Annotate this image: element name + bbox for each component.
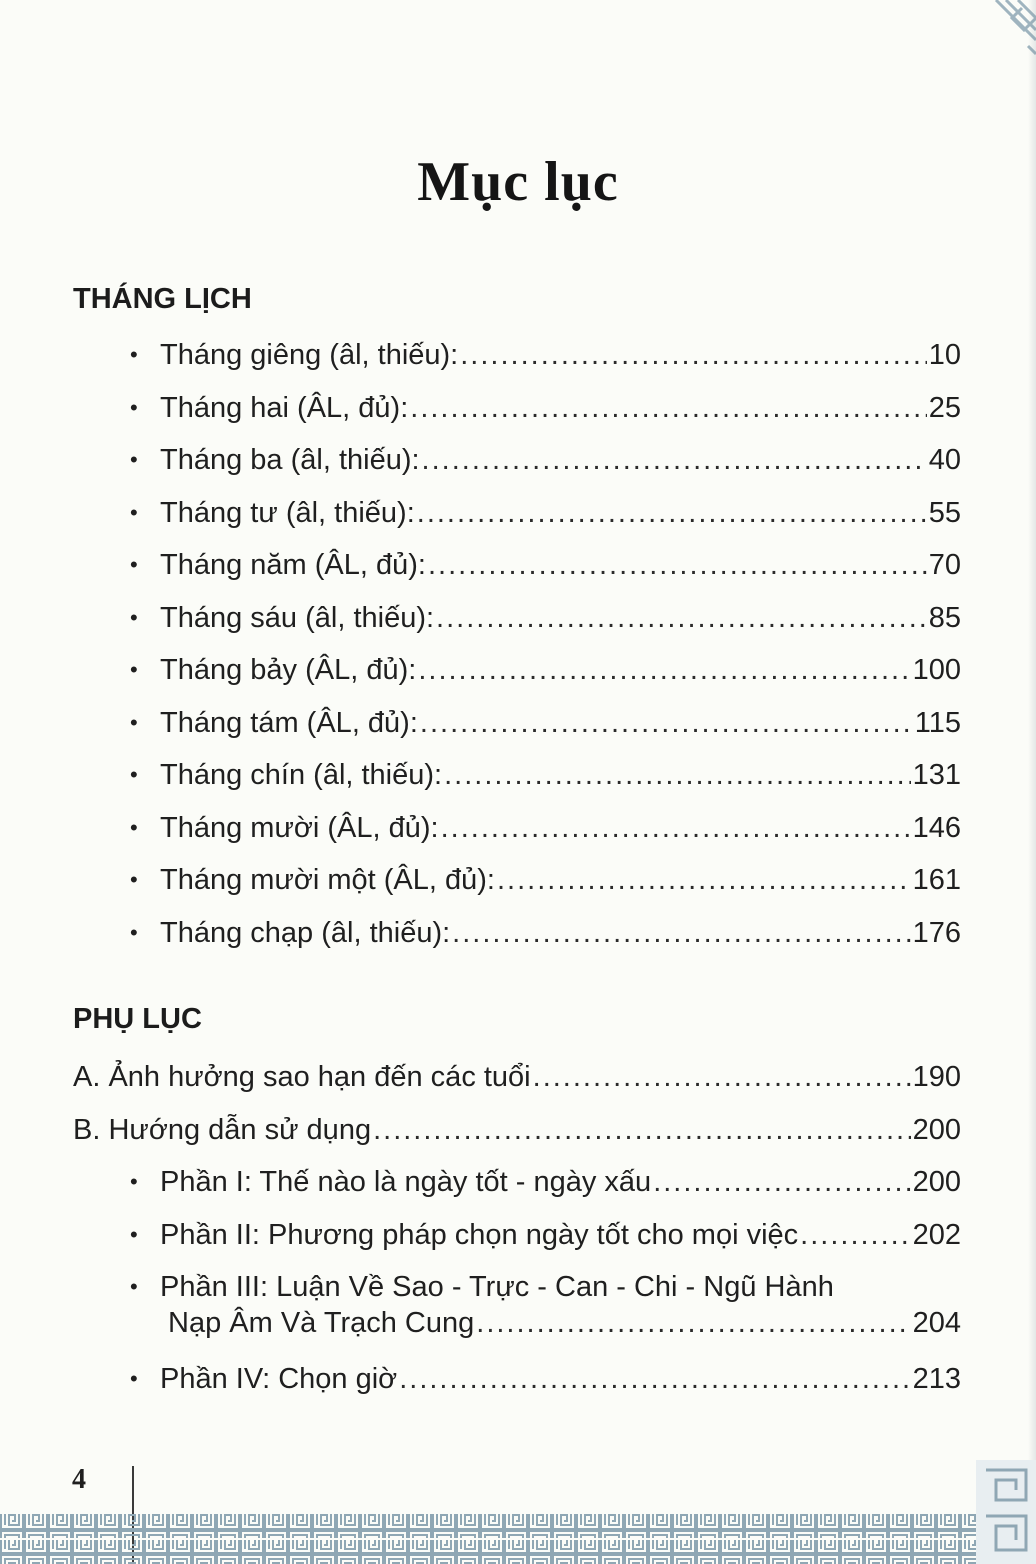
dot-leader [441,808,911,848]
toc-entry-label-line1: Phần III: Luận Về Sao - Trực - Can - Chi - Ngũ Hành [160,1271,834,1303]
toc-entry-page: 55 [928,496,961,529]
toc-entry[interactable] [0,1057,1036,1110]
corner-ornament [966,0,1036,80]
toc-entry[interactable] [0,493,1036,546]
dot-leader [428,545,927,585]
toc-entry-label-line2: Nạp Âm Và Trạch Cung [168,1307,475,1339]
toc-entry[interactable] [0,598,1036,651]
bullet-icon: • [130,709,138,735]
toc-entry-page: 176 [912,916,961,949]
toc-entry-page: 213 [912,1363,961,1395]
toc-entry-label: B. Hướng dẫn sử dụng [73,1113,372,1146]
dot-leader [476,1303,910,1343]
toc-entry[interactable] [0,1359,1036,1412]
toc-entry-page: 204 [912,1307,961,1339]
toc-entry-label: Tháng năm (ÂL, đủ): [160,549,426,581]
dot-leader [399,1359,910,1399]
toc-entry-page: 115 [914,706,961,739]
toc-entry-label: Tháng chín (âl, thiếu): [160,759,443,791]
toc-entry-page: 100 [912,654,961,686]
toc-entry-label: Phần I: Thế nào là ngày tốt - ngày xấu [160,1166,652,1198]
toc-entry-label: Phần II: Phương pháp chọn ngày tốt cho mọi việc [160,1218,799,1251]
bullet-icon: • [130,499,138,525]
bullet-icon: • [130,394,138,420]
toc-entry-label: Phần IV: Chọn giờ [160,1363,398,1395]
dot-leader [800,1215,910,1255]
dot-leader [422,440,927,480]
bullet-icon: • [130,1274,138,1299]
page-title: Mục lục [417,151,619,213]
toc-entry-label: Tháng giêng (âl, thiếu): [160,339,459,371]
toc-entry[interactable] [0,1267,1036,1359]
toc-entry-page: 40 [928,444,961,476]
toc-entry[interactable] [0,335,1036,388]
toc-list-thang-lich [0,335,1036,965]
dot-leader [444,755,911,795]
toc-entry[interactable] [0,388,1036,441]
toc-entry-label: A. Ảnh hưởng sao hạn đến các tuổi [73,1061,531,1093]
footer-page-number: 4 [72,1464,86,1495]
dot-leader [533,1057,911,1097]
toc-entry-page: 200 [912,1113,961,1146]
toc-entry[interactable] [0,1162,1036,1215]
bullet-icon: • [130,552,138,577]
toc-entry-page: 202 [912,1218,961,1251]
bullet-icon: • [130,604,138,630]
toc-entry-label: Tháng tám (ÂL, đủ): [160,706,418,739]
section-heading-thang-lich: THÁNG LỊCH [73,283,252,315]
toc-entry-label: Tháng tư (âl, thiếu): [160,496,415,529]
dot-leader [436,598,927,638]
toc-entry[interactable] [0,808,1036,861]
toc-entry-label: Tháng bảy (ÂL, đủ): [160,654,417,686]
toc-entry[interactable] [0,860,1036,913]
bullet-icon: • [130,867,138,892]
bullet-icon: • [130,342,138,367]
dot-leader [420,703,913,743]
toc-entry[interactable] [0,913,1036,966]
bullet-icon: • [130,1169,138,1194]
section-heading-phu-luc: PHỤ LỤC [73,1003,202,1035]
toc-entry-page: 190 [912,1061,961,1093]
toc-entry-page: 10 [928,339,961,371]
dot-leader [417,493,927,533]
toc-entry[interactable] [0,440,1036,493]
toc-entry[interactable] [0,755,1036,808]
toc-entry[interactable] [0,1110,1036,1163]
toc-entry-label: Tháng mười (ÂL, đủ): [160,811,439,844]
dot-leader [452,913,910,953]
toc-entry-label: Tháng sáu (âl, thiếu): [160,601,435,634]
bullet-icon: • [130,762,138,787]
toc-entry-page: 85 [928,601,961,634]
greek-key-border [0,1506,1036,1564]
toc-entry-label: Tháng chạp (âl, thiếu): [160,916,451,949]
dot-leader [460,335,926,375]
dot-leader [653,1162,910,1202]
dot-leader [373,1110,911,1150]
dot-leader [410,388,926,428]
bullet-icon: • [130,447,138,472]
bullet-icon: • [130,1366,138,1391]
toc-entry[interactable] [0,1215,1036,1268]
toc-entry-page: 25 [928,391,961,424]
bullet-icon: • [130,657,138,682]
bullet-icon: • [130,919,138,945]
corner-key-ornament [976,1460,1036,1564]
bullet-icon: • [130,1221,138,1247]
toc-entry-page: 131 [912,759,961,791]
toc-entry-page: 200 [912,1166,961,1198]
toc-entry-label: Tháng ba (âl, thiếu): [160,444,420,476]
toc-entry-page: 161 [912,864,961,896]
dot-leader [497,860,911,900]
toc-entry-page: 70 [928,549,961,581]
toc-entry-label: Tháng hai (ÂL, đủ): [160,391,409,424]
toc-entry-page: 146 [912,811,961,844]
toc-entry[interactable] [0,650,1036,703]
toc-entry[interactable] [0,545,1036,598]
toc-entry[interactable] [0,703,1036,756]
toc-list-phu-luc [0,1057,1036,1412]
toc-entry-label: Tháng mười một (ÂL, đủ): [160,864,495,896]
bullet-icon: • [130,814,138,840]
dot-leader [418,650,910,690]
